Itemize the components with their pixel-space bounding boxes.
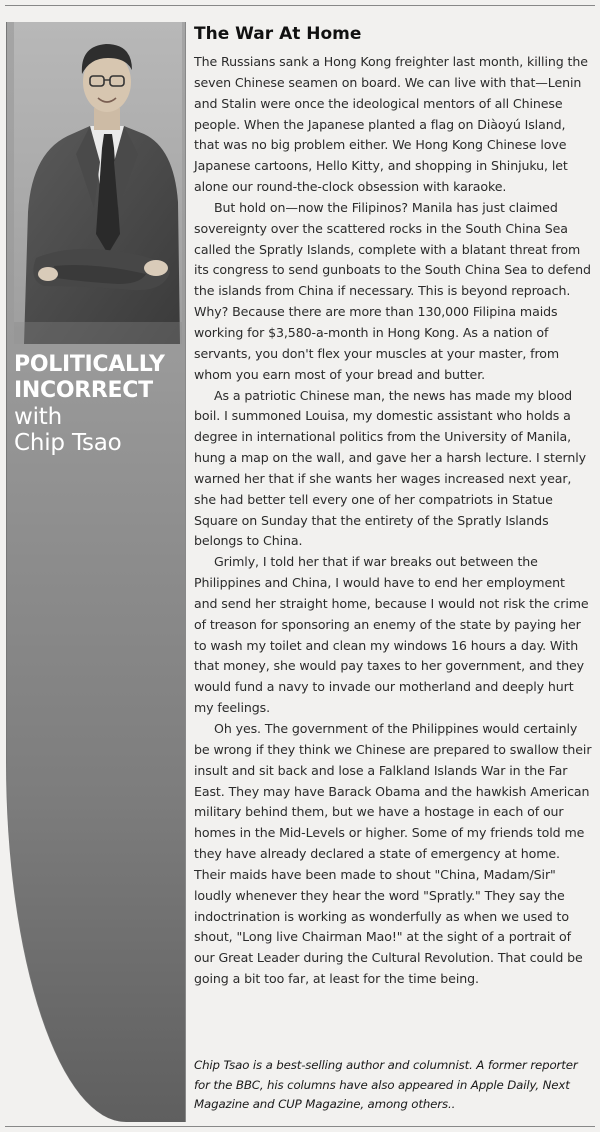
article-paragraph: Oh yes. The government of the Philippines would certainly be wrong if they think we Chinese are prepared to swallow their insult and sit back and lose a Falkland Islands War in the Far East. They may have Barack Obama and the hawkish American military behind them, but we have a hostage in each of our homes in the Mid-Levels or higher. Some of my friends told me they have already declared a state of emergency at home. Their maids have been made to shout "China, Madam/Sir" loudly whenever they hear the word "Spratly." They say the indoctrination is working as wonderfully as when we used to shout, "Long live Chairman Mao!" at the sight of a portrait of our Great Leader during the Cultural Revolution. That could be going a bit too far, at least for the time being. — [194, 721, 592, 987]
article-paragraph: Grimly, I told her that if war breaks out between the Philippines and China, I would have to end her employment and send her straight home, because I would not risk the crime of treason for sponsoring an enemy of the state by paying her to wash my toilet and clean my windows 16 hours a day. With that money, she would pay taxes to her government, and they would fund a navy to invade our motherland and deeply hurt my feelings. — [194, 554, 589, 716]
author-bio: Chip Tsao is a best-selling author and columnist. A former reporter for the BBC, his columns have also appeared in Apple Daily, Next Magazine and CUP Magazine, among others.. — [194, 1058, 578, 1111]
columnist-sidebar — [6, 22, 184, 1122]
article-paragraph: But hold on—now the Filipinos? Manila has just claimed sovereignty over the scattered rocks in the South China Sea called the Spratly Islands, complete with a blatant threat from its congress to send gunboats to the South China Sea to defend the islands from China if necessary. This is beyond reproach. Why? Because there are more than 130,000 Filipina maids working for $3,580-a-month in Hong Kong. As a nation of servants, you don't flex your muscles at your master, from whom you earn most of your bread and butter. — [194, 199, 591, 382]
column-name-with: with — [14, 404, 62, 430]
column-name — [14, 352, 184, 456]
columnist-name: Chip Tsao — [14, 430, 122, 456]
article — [194, 22, 592, 990]
article-paragraph: As a patriotic Chinese man, the news has made my blood boil. I summoned Louisa, my domestic assistant who holds a degree in international politics from the University of Manila, hung a map on the wall, and gave her a harsh lecture. I sternly warned her that if she wants her wages increased next year, she had better tell every one of her compatriots in Statue Square on Sunday that the entirety of the Spratly Islands belongs to China. — [194, 387, 586, 549]
columnist-portrait-illustration — [14, 22, 182, 344]
article-body — [194, 52, 592, 990]
column-name-incorrect: INCORRECT — [14, 378, 153, 403]
article-paragraph: The Russians sank a Hong Kong freighter last month, killing the seven Chinese seamen on board. We can live with that—Lenin and Stalin were once the ideological mentors of all Chinese people. When the Japanese planted a flag on Diàoyú Island, that was no big problem either. We Hong Kong Chinese love Japanese cartoons, Hello Kitty, and shopping in Shinjuku, let alone our round-the-clock obsession with karaoke. — [194, 54, 588, 195]
article-headline: The War At Home — [194, 24, 362, 44]
column-name-politically: POLITICALLY — [14, 352, 165, 377]
columnist-photo — [14, 22, 182, 344]
